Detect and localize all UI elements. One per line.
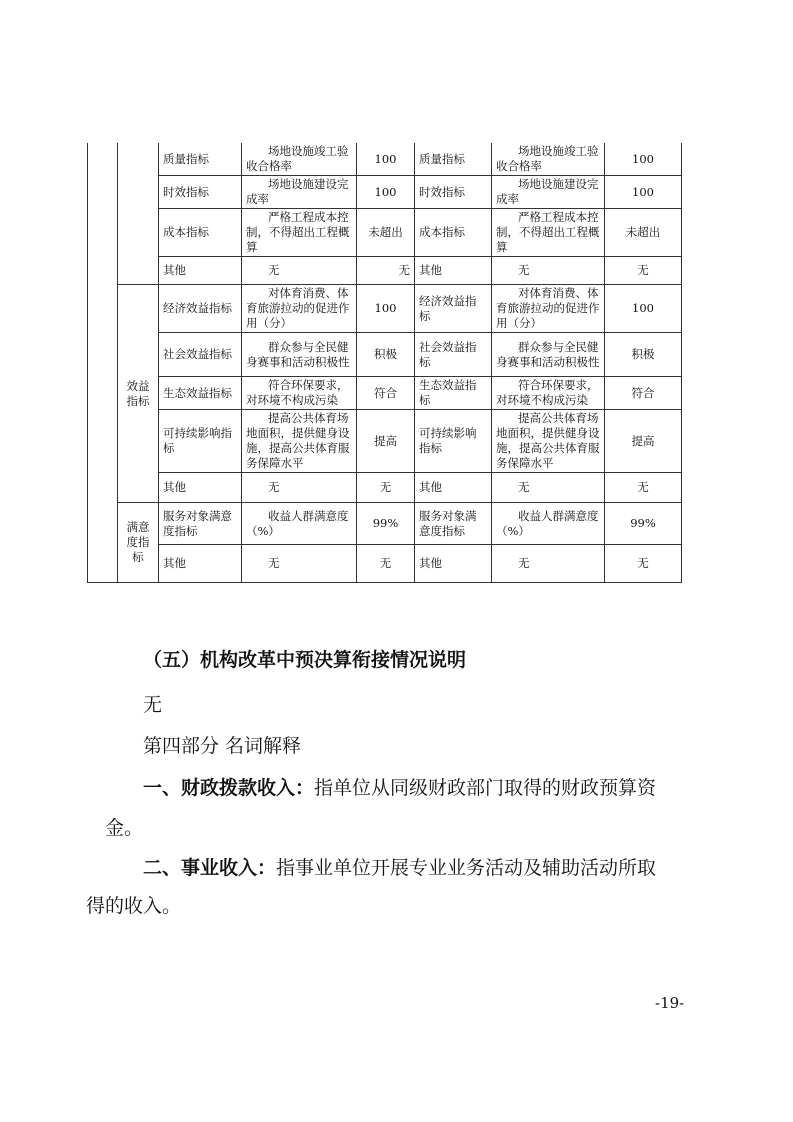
metric-name: 生态效益指标 xyxy=(159,377,242,410)
metric-value: 99% xyxy=(605,503,682,545)
metric-name: 服务对象满意度指标 xyxy=(415,503,492,545)
metric-value: 100 xyxy=(605,176,682,209)
metric-description: 提高公共体育场地面积，提供健身设施，提高公共体育服务保障水平 xyxy=(492,410,605,473)
metric-name: 服务对象满意度指标 xyxy=(159,503,242,545)
metric-description: 群众参与全民健身赛事和活动积极性 xyxy=(242,333,357,377)
metric-value: 无 xyxy=(357,257,415,285)
metric-description: 无 xyxy=(242,545,357,583)
metric-description: 场地设施竣工验收合格率 xyxy=(492,143,605,176)
metric-name: 社会效益指标 xyxy=(159,333,242,377)
metric-description: 提高公共体育场地面积，提供健身设施，提高公共体育服务保障水平 xyxy=(242,410,357,473)
metric-value: 无 xyxy=(605,473,682,503)
term-continuation: 金。 xyxy=(105,817,144,839)
table-row xyxy=(88,410,682,473)
metric-name: 质量指标 xyxy=(415,143,492,176)
metric-name: 成本指标 xyxy=(159,209,242,257)
metric-description: 无 xyxy=(492,257,605,285)
metric-value: 100 xyxy=(357,285,415,333)
metric-value: 未超出 xyxy=(605,209,682,257)
table-row xyxy=(88,545,682,583)
term-label: 一、财政拨款收入： xyxy=(143,777,315,799)
metric-name: 其他 xyxy=(415,257,492,285)
term-definition: 指事业单位开展专业业务活动及辅助活动所取 xyxy=(276,857,657,879)
benefit-category-cell: 效益指标 xyxy=(118,285,159,503)
metric-name: 可持续影响指标 xyxy=(415,410,492,473)
metric-value: 符合 xyxy=(605,377,682,410)
metric-description: 严格工程成本控制，不得超出工程概算 xyxy=(492,209,605,257)
metric-value: 无 xyxy=(357,473,415,503)
performance-indicator-table xyxy=(87,143,682,583)
metric-name: 成本指标 xyxy=(415,209,492,257)
metric-description: 无 xyxy=(242,257,357,285)
metric-name: 可持续影响指标 xyxy=(159,410,242,473)
table-row xyxy=(88,143,682,176)
metric-name: 经济效益指标 xyxy=(159,285,242,333)
metric-description: 收益人群满意度（%） xyxy=(242,503,357,545)
table-row xyxy=(88,473,682,503)
metric-description: 严格工程成本控制，不得超出工程概算 xyxy=(242,209,357,257)
metric-value: 无 xyxy=(605,545,682,583)
table-row xyxy=(88,209,682,257)
metric-value: 99% xyxy=(357,503,415,545)
metric-description: 群众参与全民健身赛事和活动积极性 xyxy=(492,333,605,377)
metric-description: 符合环保要求，对环境不构成污染 xyxy=(492,377,605,410)
metric-value: 100 xyxy=(357,143,415,176)
metric-name: 经济效益指标 xyxy=(415,285,492,333)
metric-value: 100 xyxy=(357,176,415,209)
satisfaction-category-cell: 满意度指标 xyxy=(118,503,159,583)
section-body-text: 无 xyxy=(143,694,163,716)
table-row xyxy=(88,285,682,333)
metric-name: 其他 xyxy=(159,257,242,285)
metric-name: 社会效益指标 xyxy=(415,333,492,377)
table-row xyxy=(88,503,682,545)
metric-value: 符合 xyxy=(357,377,415,410)
metric-name: 质量指标 xyxy=(159,143,242,176)
term-definition: 指单位从同级财政部门取得的财政预算资 xyxy=(314,777,657,799)
metric-name: 时效指标 xyxy=(159,176,242,209)
metric-value: 100 xyxy=(605,143,682,176)
metric-description: 场地设施竣工验收合格率 xyxy=(242,143,357,176)
metric-description: 对体育消费、体育旅游拉动的促进作用（分） xyxy=(242,285,357,333)
metric-description: 对体育消费、体育旅游拉动的促进作用（分） xyxy=(492,285,605,333)
table-row xyxy=(88,377,682,410)
part-heading: 第四部分 名词解释 xyxy=(143,735,302,757)
term-continuation: 得的收入。 xyxy=(86,895,182,917)
metric-description: 场地设施建设完成率 xyxy=(492,176,605,209)
page-number: -19- xyxy=(655,994,685,1012)
metric-value: 提高 xyxy=(357,410,415,473)
metric-description: 无 xyxy=(492,473,605,503)
metric-name: 时效指标 xyxy=(415,176,492,209)
section-heading: （五）机构改革中预决算衔接情况说明 xyxy=(143,649,467,671)
metric-description: 无 xyxy=(492,545,605,583)
metric-name: 其他 xyxy=(415,545,492,583)
metric-name: 生态效益指标 xyxy=(415,377,492,410)
metric-description: 无 xyxy=(242,473,357,503)
metric-value: 积极 xyxy=(357,333,415,377)
metric-name: 其他 xyxy=(159,545,242,583)
metric-name: 其他 xyxy=(415,473,492,503)
table-row xyxy=(88,257,682,285)
metric-value: 提高 xyxy=(605,410,682,473)
metric-name: 其他 xyxy=(159,473,242,503)
metric-value: 未超出 xyxy=(357,209,415,257)
term-paragraph xyxy=(143,853,656,880)
metric-value: 无 xyxy=(605,257,682,285)
metric-value: 100 xyxy=(605,285,682,333)
output-category-cell xyxy=(118,143,159,285)
metric-value: 积极 xyxy=(605,333,682,377)
first-level-column xyxy=(88,143,118,583)
term-label: 二、事业收入： xyxy=(143,857,277,879)
metric-description: 符合环保要求，对环境不构成污染 xyxy=(242,377,357,410)
term-paragraph xyxy=(143,773,656,800)
metric-description: 收益人群满意度（%） xyxy=(492,503,605,545)
table-row xyxy=(88,176,682,209)
metric-description: 场地设施建设完成率 xyxy=(242,176,357,209)
table-row xyxy=(88,333,682,377)
metric-value: 无 xyxy=(357,545,415,583)
